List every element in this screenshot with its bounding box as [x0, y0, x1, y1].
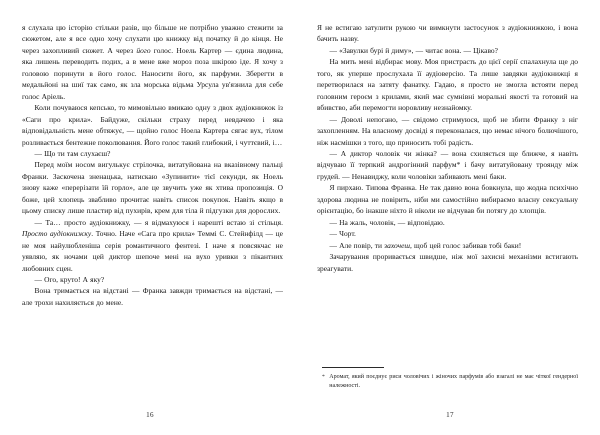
page-right-body — [317, 22, 578, 274]
paragraph: Я не встигаю затулити рукою чи вимкнути застосунок з аудіокнижкою, і вона бачить назву. — [317, 23, 578, 44]
paragraph: — А диктор чоловік чи жінка? — вона схиляється ще ближче, я навіть відчуваю її терпкий андрогінний парфум* і бачу витатуйовану троянду між грудей. — Ненавиджу, коли чоловіки забивають мені баки. — [317, 148, 578, 181]
page-left-body — [22, 22, 283, 308]
paragraph: На мить мені відбирає мову. Моя пристрасть до цієї серії спалахнула ще до того, як уперше прослухала її аудіоверсію. Та лише завдяки аудіокнижці я перетворилася на затяту фанатку. Гадаю, я просто не змогла встояти перед головним героєм з крилами, який має сумнівні моральні якості та готовий на вбивство, аби перемогти норовливу незнайомку. — [317, 57, 578, 113]
paragraph: — На жаль, чоловік, — відповідаю. — [329, 217, 445, 227]
page-right-folio: 17 — [446, 411, 454, 419]
paragraph: Я пирхаю. Типова Франка. Не так давно вона бовкнула, що жодна психічно здорова людина не повірить, ніби ми самостійно вибираємо власну сексуальну орієнтацію, бо інакше ніхто й ніколи не відчував би потягу до хлопців. — [317, 183, 578, 216]
footnote-divider — [322, 367, 384, 368]
paragraph: Коли почуваюся кепсько, то мимовільно вмикаю одну з двох аудіокнижок із «Саги про крила». Байдуже, скільки страху перед невдачею і яка відповідальність мене обтяжує, — щойно голос Ноела Картера сягає вух, тілом розливається бентежне поколювання. Його голос такий глибокий, і чуттєвий, і… — [22, 103, 283, 147]
paragraph: — Чорт. — [329, 229, 356, 239]
paragraph: Зачарування проривається швидше, ніж мої захисні механізми встигають зреагувати. — [317, 252, 578, 273]
paragraph: — Доволі непогано, — свідомо стримуюся, щоб не збити Франку з ніг захопленням. На власному досвіді я переконалася, що немає нічого болючішого, ніж насмішки з того, що приносить тобі радість. — [317, 114, 578, 147]
footnote — [317, 373, 578, 391]
paragraph: — «Завулки бурі й диму», — читає вона. — Цікаво? — [329, 45, 498, 55]
paragraph: Перед моїм носом вигулькує стрілочка, витатуйована на вказівному пальці Франки. Заскочена зненацька, натискаю «Зупинити» тієї секунди, як Ноель знову каже «перерізати їй горло», але це звучить уже як хтива пропозиція. О боже, цей хлопець звабливо прочитає навіть список покупок. Навіть якщо в цьому списку лише пластир від пухирів, крем для тіла й підгузки для дорослих. — [22, 160, 283, 216]
paragraph: — Ого, круто! А яку? — [34, 274, 105, 284]
footnote-marker: * — [322, 373, 325, 380]
paragraph: — Та… просто аудіокнижку, — я відмахуюся і нарешті встаю зі стільця. Просто аудіокнижку. Точно. Наче «Сага про крила» Теммі С. Стейнфілд — це не моя найулюбленіша серія романтичного фентезі. І наче я повсякчас не уявляю, як ночами цей диктор шепоче мені на вухо уривки з пікантних любовних сцен. — [22, 217, 284, 273]
footnote-text: Аромат, який поєднує риси чоловічих і жіночих парфумів або взагалі не має чіткої гендерної належності. — [329, 373, 578, 389]
page-right — [300, 0, 600, 435]
italic-run: його — [136, 45, 151, 55]
footnote-block — [317, 367, 578, 391]
italic-run: захочеш — [384, 240, 411, 250]
paragraph: — Але повір, ти захочеш, щоб цей голос забивав тобі баки! — [329, 240, 522, 250]
paragraph: Вона тримається на відстані — Франка завжди тримається на відстані, — але трохи нахиляється до мене. — [22, 286, 283, 307]
paragraph: я слухала цю історію стільки разів, що більше не потрібно уважно стежити за сюжетом, але я все одно хочу слухати цю книжку від початку й до кінця. Не через захопливий сюжет. А через його голос. Ноель Картер — єдина людина, яка лишень переводить подих, а в мене вже мороз поза шкірою іде. Я хочу з головою поринути в його голос. Наносити його, як парфуми. Зберегти в медальйоні на шиї так само, як зла морська відьма Урсула ув'язнила для себе голос Аріель. — [22, 23, 284, 101]
italic-run: Просто аудіокнижку — [22, 229, 92, 239]
paragraph: — Що ти там слухаєш? — [34, 148, 111, 158]
page-left-folio: 16 — [146, 411, 154, 419]
